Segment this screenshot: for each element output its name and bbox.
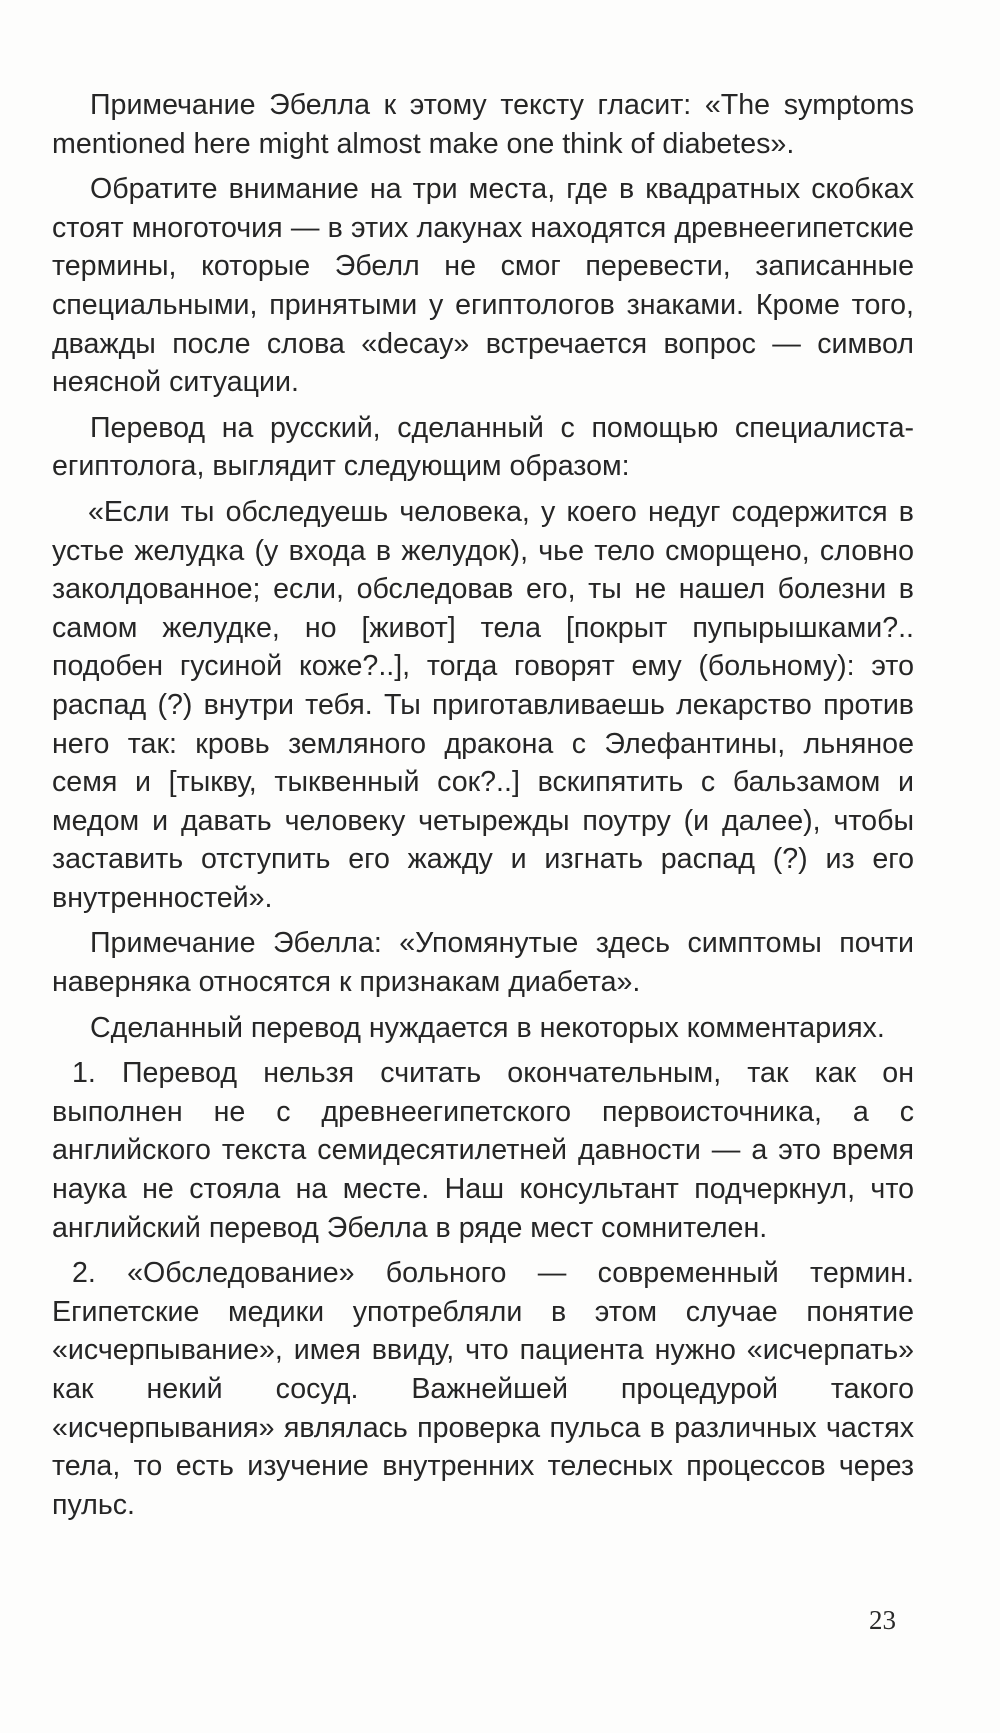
body-text	[52, 86, 914, 1531]
list-item-1: 1. Перевод нельзя считать окончательным, так как он выполнен не с древнеегипетского первоисточника, а с английского текста семидесятилетней давности — а это время наука не стояла на месте. Наш консультант подчеркнул, что английский перевод Эбелла в ряде мест сомнителен.	[52, 1057, 914, 1244]
list-item-2: 2. «Обследование» больного — современный термин. Египетские медики употребляли в этом случае понятие «исчерпывание», имея ввиду, что пациента нужно «исчерпать» как некий сосуд. Важнейшей процедурой такого «исчерпывания» являлась проверка пульса в различных частях тела, то есть изучение внутренних телесных процессов через пульс.	[52, 1257, 914, 1521]
page-number: 23	[869, 1605, 896, 1635]
paragraph-ebell-note-english: Примечание Эбелла к этому тексту гласит: «The symptoms mentioned here might almost make one think of diabetes».	[52, 89, 914, 160]
paragraph-translated-quote: «Если ты обследуешь человека, у коего недуг содержится в устье желудка (у входа в желудок), чье тело сморщено, словно заколдованное; если, обследовав его, ты не нашел болезни в самом желудке, но [живот] тела [покрыт пупырышками?.. подобен гусиной коже?..], тогда говорят ему (больному): это распад (?) внутри тебя. Ты приготавливаешь лекарство против него так: кровь земляного дракона с Элефантины, льняное семя и [тыкву, тыквенный сок?..] вскипятить с бальзамом и медом и давать человеку четырежды поутру (и далее), чтобы заставить отступить его жажду и изгнать распад (?) из его внутренностей».	[52, 495, 914, 914]
paragraph-comments-intro: Сделанный перевод нуждается в некоторых комментариях.	[90, 1011, 885, 1044]
paragraph-lacunae-note: Обратите внимание на три места, где в квадратных скобках стоят многоточия — в этих лакунах находятся древнеегипетские термины, которые Эбелл не смог перевести, записанные специальными, принятыми у египтологов знаками. Кроме того, дважды после слова «decay» встречается вопрос — символ неясной ситуации.	[52, 173, 914, 399]
paragraph-translation-intro: Перевод на русский, сделанный с помощью специалиста-египтолога, выглядит следующим образом:	[52, 411, 914, 483]
paragraph-ebell-note-russian: Примечание Эбелла: «Упомянутые здесь симптомы почти наверняка относятся к признакам диабета».	[52, 927, 914, 999]
